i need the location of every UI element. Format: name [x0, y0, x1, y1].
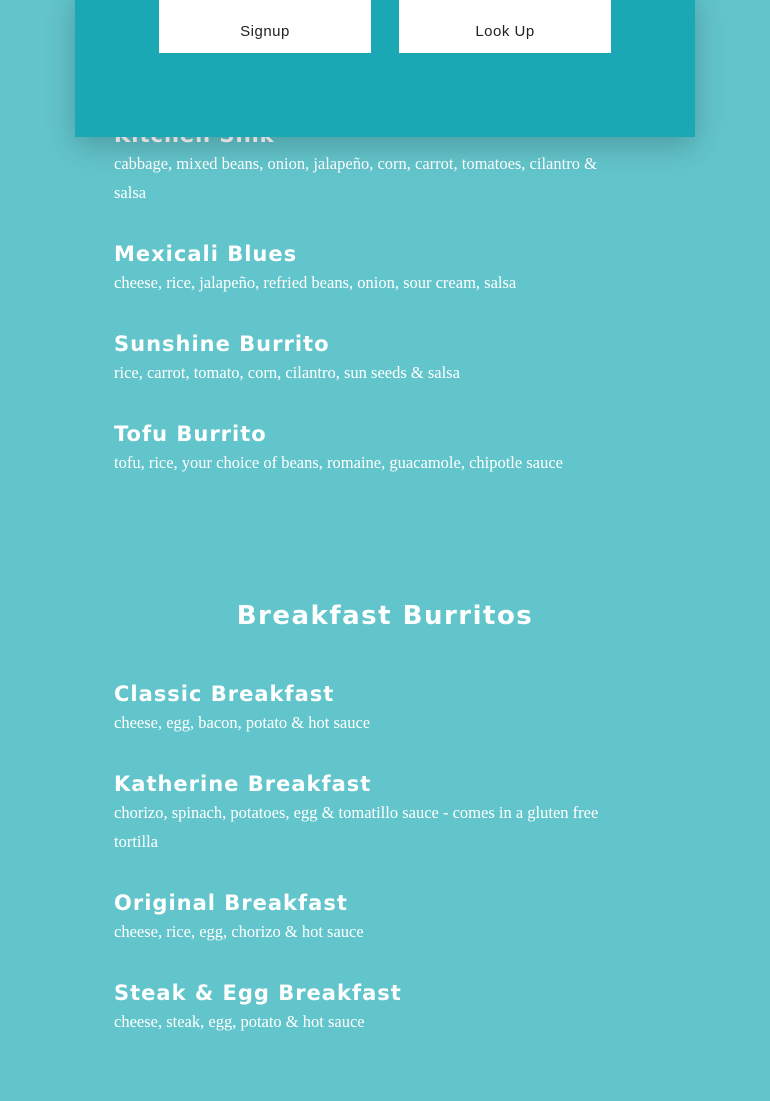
signup-button[interactable]: Signup: [159, 0, 371, 53]
menu-item-description: cheese, steak, egg, potato & hot sauce: [114, 1012, 365, 1031]
menu-item-original-breakfast: [114, 890, 604, 947]
menu-item-description: cheese, rice, jalapeño, refried beans, onion, sour cream, salsa: [114, 273, 517, 292]
menu-item-sunshine-burrito: [114, 331, 604, 388]
menu-item-name: Steak & Egg Breakfast: [114, 981, 402, 1005]
menu-item-name: Mexicali Blues: [114, 242, 298, 266]
menu-item-name: Classic Breakfast: [114, 682, 335, 706]
menu-item-classic-breakfast: [114, 681, 604, 738]
look-up-button[interactable]: Look Up: [399, 0, 611, 53]
menu-item-description: rice, carrot, tomato, corn, cilantro, sun seeds & salsa: [114, 363, 460, 382]
header-panel: [75, 0, 695, 137]
menu-item-description: cheese, rice, egg, chorizo & hot sauce: [114, 922, 364, 941]
menu-item-tofu-burrito: [114, 421, 604, 478]
menu-item-name: Tofu Burrito: [114, 422, 267, 446]
menu-item-mexicali-blues: [114, 241, 604, 298]
section-title-breakfast-burritos: Breakfast Burritos: [236, 601, 534, 631]
menu-item-name: Original Breakfast: [114, 891, 348, 915]
menu-item-description: cabbage, mixed beans, onion, jalapeño, corn, carrot, tomatoes, cilantro & salsa: [114, 154, 597, 202]
menu-item-steak-egg-breakfast: [114, 980, 604, 1037]
menu-item-name: Katherine Breakfast: [114, 772, 372, 796]
menu-item-description: tofu, rice, your choice of beans, romaine, guacamole, chipotle sauce: [114, 453, 563, 472]
menu-item-name: Sunshine Burrito: [114, 332, 330, 356]
menu-item-katherine-breakfast: [114, 771, 604, 856]
menu-item-description: chorizo, spinach, potatoes, egg & tomatillo sauce - comes in a gluten free tortilla: [114, 803, 599, 851]
menu-item-description: cheese, egg, bacon, potato & hot sauce: [114, 713, 371, 732]
